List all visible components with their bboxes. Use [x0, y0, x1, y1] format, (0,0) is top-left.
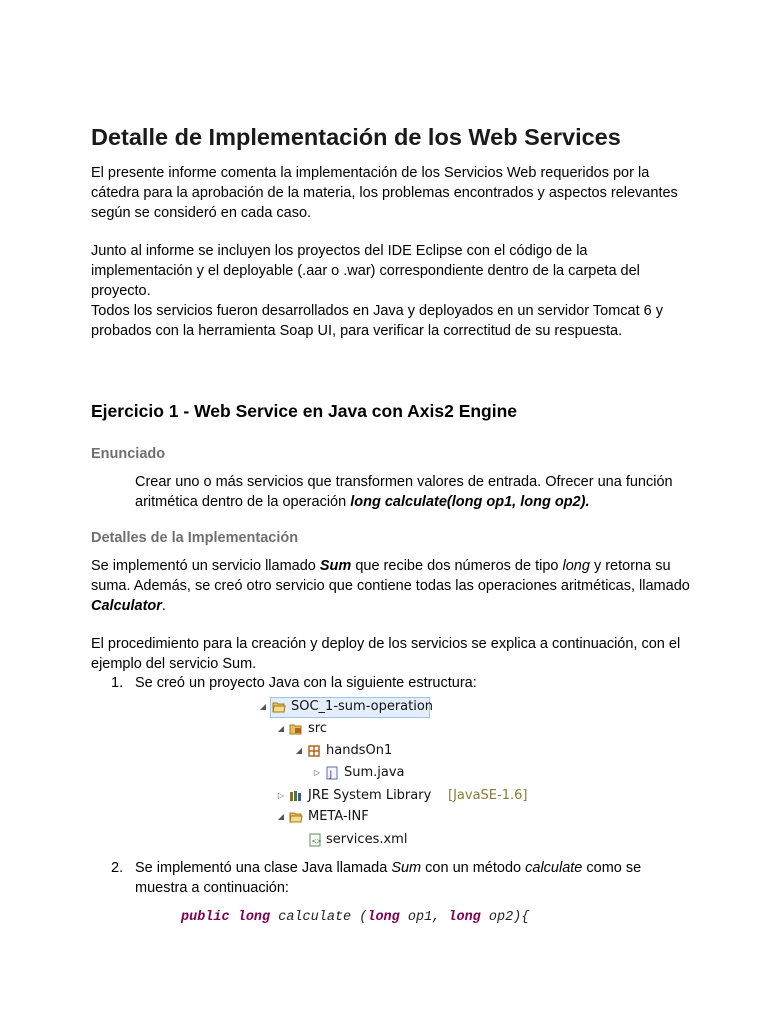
collapsed-arrow-icon[interactable]: ▷ [313, 768, 321, 777]
intro-paragraph-1: El presente informe comenta la implementación de los Servicios Web requeridos por la cátedra para la aprobación de la materia, los problemas encontrados y aspectos relevantes según se consideró en cada caso. [91, 165, 678, 221]
detalles-long: long [562, 558, 590, 574]
detalles-sum: Sum [319, 558, 352, 574]
library-icon [289, 789, 303, 803]
expanded-arrow-icon[interactable]: ◢ [295, 746, 303, 755]
list-number-2: 2. [111, 860, 124, 876]
expanded-arrow-icon[interactable]: ◢ [259, 702, 267, 711]
detalles-text-4: . [161, 598, 166, 614]
exercise-heading: Ejercicio 1 - Web Service en Java con Axis2 Engine [91, 401, 518, 421]
code-snippet [181, 910, 529, 925]
code-keyword-long-2: long [367, 910, 400, 925]
step2-text-b: con un método [421, 860, 526, 876]
list-text-1: Se creó un proyecto Java con la siguiente estructura: [135, 675, 477, 691]
code-keyword-long: long [237, 910, 271, 925]
java-file-label: Sum.java [344, 765, 405, 780]
enunciado-signature: long calculate(long op1, long op2). [350, 494, 590, 510]
code-keyword-public: public [181, 910, 230, 925]
procedure-paragraph: El procedimiento para la creación y deploy de los servicios se explica a continuación, con el ejemplo del servicio Sum. [91, 636, 681, 672]
meta-inf-label: META-INF [308, 809, 369, 824]
src-label: src [308, 721, 327, 736]
java-file-icon [325, 766, 339, 780]
enunciado-heading: Enunciado [91, 446, 166, 462]
intro-paragraph-3: Todos los servicios fueron desarrollados en Java y deployados en un servidor Tomcat 6 y probados con la herramienta Soap UI, para verificar la correctitud de su respuesta. [91, 303, 663, 339]
detalles-text-2: que recibe dos números de tipo [351, 558, 563, 574]
expanded-arrow-icon[interactable]: ◢ [277, 812, 285, 821]
project-name: SOC_1-sum-operation [291, 699, 434, 714]
project-folder-icon [272, 700, 286, 714]
expanded-arrow-icon[interactable]: ◢ [277, 724, 285, 733]
detalles-calculator: Calculator [91, 598, 162, 614]
svg-text:J: J [329, 770, 333, 780]
code-param-1: op1, [399, 910, 449, 925]
intro-paragraph-2: Junto al informe se incluyen los proyectos del IDE Eclipse con el código de la implementación y el deployable (.aar o .war) correspondiente dentro de la carpeta del proyecto. [91, 243, 640, 299]
library-label: JRE System Library [308, 788, 432, 803]
detalles-heading: Detalles de la Implementación [91, 530, 299, 546]
step2-text-a: Se implementó una clase Java llamada [135, 860, 392, 876]
package-icon [307, 744, 321, 758]
list-number-1: 1. [111, 675, 124, 691]
document-title: Detalle de Implementación de los Web Services [91, 124, 621, 150]
project-tree [258, 695, 528, 855]
step2-method-name: calculate [525, 860, 583, 876]
enunciado-text [135, 472, 695, 512]
step2-text-c: como se muestra a continuación: [135, 860, 642, 896]
package-label: handsOn1 [326, 743, 393, 758]
code-keyword-long-3: long [448, 910, 481, 925]
xml-file-icon [308, 833, 322, 847]
source-folder-icon [289, 722, 303, 736]
code-param-2: op2){ [480, 910, 530, 925]
detalles-text-3: y retorna su suma. Además, se creó otro servicio que contiene todas las operaciones aritméticas, llamado [91, 558, 690, 594]
library-version: [JavaSE-1.6] [448, 788, 528, 803]
detalles-text-1: Se implementó un servicio llamado [91, 558, 320, 574]
list-text-2 [135, 858, 665, 898]
folder-open-icon [289, 810, 303, 824]
xml-file-label: services.xml [326, 832, 408, 847]
code-method: calculate ( [278, 910, 368, 925]
svg-text:<>: <> [311, 838, 322, 845]
collapsed-arrow-icon[interactable]: ▷ [277, 791, 285, 800]
tree-row-project[interactable] [258, 697, 438, 717]
detalles-paragraph [91, 556, 691, 616]
step2-class-name: Sum [391, 860, 422, 876]
enunciado-body: Crear uno o más servicios que transformen valores de entrada. Ofrecer una función aritmética dentro de la operación [135, 474, 673, 510]
